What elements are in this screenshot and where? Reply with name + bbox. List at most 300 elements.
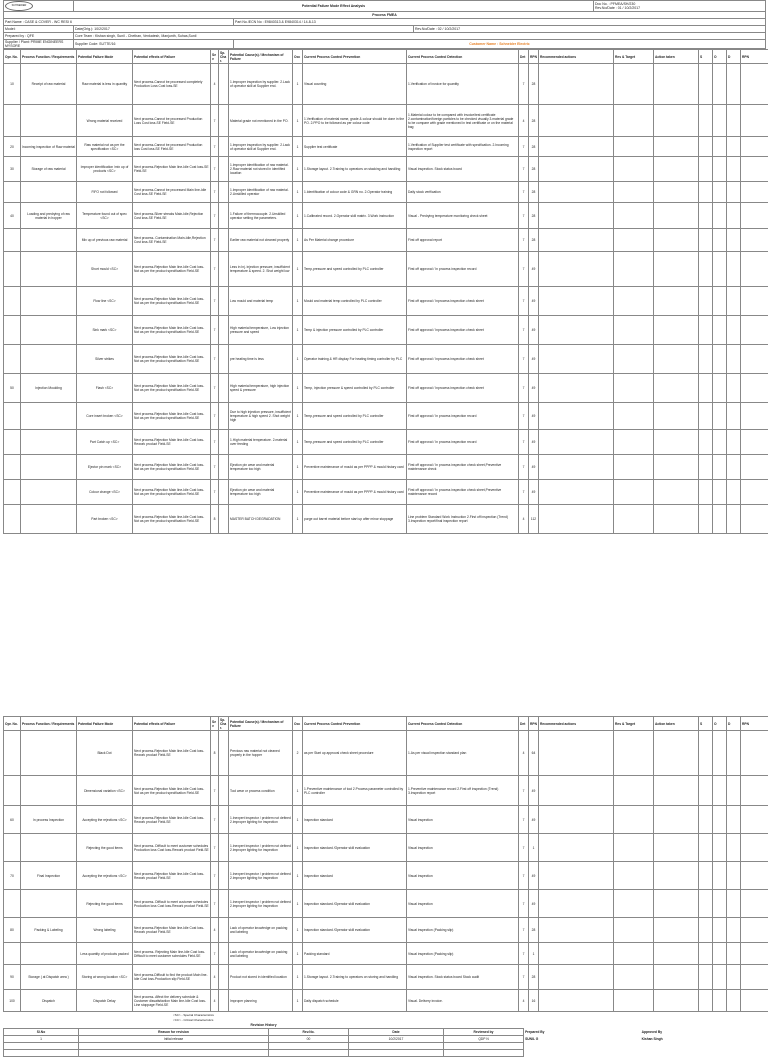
cell-recommended-actions [539, 965, 614, 990]
cell-failure-mode: Mix up of previous raw material [77, 229, 133, 252]
cell-sev: 7 [211, 157, 219, 182]
cell-det: 7 [519, 918, 529, 943]
cell-det: 7 [519, 287, 529, 316]
cell-rpn: 28 [529, 182, 539, 203]
cell-detection: First off approval / Inprocess inspection check sheet [407, 345, 519, 374]
cell-cause: Ejection pin wear and material temperature too high [229, 480, 293, 505]
col-recommended-actions: Recommended actions [539, 717, 614, 731]
table-row [4, 776, 768, 806]
cell-cause: Lack of operator knowledge on packing and labeling [229, 918, 293, 943]
cell-s [699, 157, 713, 182]
table-row [4, 943, 768, 965]
cell-resp-target [614, 918, 654, 943]
cell-d [727, 157, 741, 182]
col-detection: Current Process Control Detection [407, 717, 519, 731]
cell-det: 7 [519, 455, 529, 480]
cell-sev: 4 [211, 64, 219, 105]
cell-o [713, 64, 727, 105]
cell-prevention: 1.Storage layout. 2.Training to operators on stacking and handling [303, 157, 407, 182]
cell-rpn: 28 [529, 965, 539, 990]
cell-d [727, 374, 741, 403]
cell-recommended-actions [539, 182, 614, 203]
cell-effects: Next process- Contamination Main-Idle,Rejection Cost loss-SE Field-SE [133, 229, 211, 252]
cell-opr-no [4, 455, 21, 480]
fmea-table-2 [3, 716, 768, 1012]
cell-rpn: 49 [529, 455, 539, 480]
col-special-char: Sp. Char. [219, 50, 229, 64]
col-opr-no: Opr. No. [4, 717, 21, 731]
cell-effects: Next process-Rejection Main line-Idle Cost loss-Not as per the product specification Field-SE [133, 345, 211, 374]
cell-det: 4 [519, 990, 529, 1012]
table-row [4, 105, 768, 137]
legend [3, 1012, 765, 1022]
cell-sev: 7 [211, 455, 219, 480]
cell-recommended-actions [539, 990, 614, 1012]
cell-cause: 1.Improper identification of raw material. 2.Raw material not stored in identified location [229, 157, 293, 182]
table-row [4, 731, 768, 776]
cell-opr-no [4, 890, 21, 918]
cell-resp-target [614, 287, 654, 316]
cell-detection: First off approval / In process inspection record [407, 403, 519, 430]
cell-occ: 1 [293, 776, 303, 806]
cell-sev: 7 [211, 105, 219, 137]
cell-d [727, 990, 741, 1012]
table-row [4, 137, 768, 157]
cell-occ: 1 [293, 105, 303, 137]
cell-process-function [21, 430, 77, 455]
cell-detection: Visual inspection [407, 862, 519, 890]
cell-sev: 4 [211, 918, 219, 943]
cell-prevention: As Per Material change procedure [303, 229, 407, 252]
cell-prevention: Inspection standard [303, 862, 407, 890]
col-occ: Occ [293, 717, 303, 731]
cell-special-char [219, 345, 229, 374]
cell-o [713, 731, 727, 776]
table-row [4, 157, 768, 182]
cell-opr-no: 100 [4, 990, 21, 1012]
cell-opr-no: 80 [4, 918, 21, 943]
table-row [4, 430, 768, 455]
cell-o [713, 455, 727, 480]
cell-recommended-actions [539, 105, 614, 137]
fmea-page-1 [3, 0, 765, 534]
table-row [4, 455, 768, 480]
cell-occ: 1 [293, 430, 303, 455]
cell-recommended-actions [539, 943, 614, 965]
table-header-row [4, 50, 768, 64]
cell-rpn: 28 [529, 64, 539, 105]
cell-resp-target [614, 505, 654, 534]
cell-failure-mode: Wrong material received [77, 105, 133, 137]
fmea-header [3, 0, 766, 49]
cell-detection: First off approval / Inprocess inspection check sheet [407, 374, 519, 403]
cell-process-function [21, 834, 77, 862]
cell-detection: First off approval / In process inspection check sheet,Preventive maintenance check [407, 455, 519, 480]
cell-failure-mode: Dispatch Delay [77, 990, 133, 1012]
cell-det: 7 [519, 403, 529, 430]
cell-rpn-new [741, 316, 768, 345]
cell-detection: Daily stock verification [407, 182, 519, 203]
fmea-table-1 [3, 49, 768, 534]
cell-special-char [219, 64, 229, 105]
cell-occ: 1 [293, 157, 303, 182]
cell-resp-target [614, 455, 654, 480]
rev-date-value: 10/2/2017 [349, 1036, 444, 1043]
cell-effects: Next process-Rejection Main line-Idle Cost loss-Rework product Field-SE [133, 731, 211, 776]
cell-cause: 1.Inexpert inspector / problem not defined 2.Improper lighting for inspection [229, 806, 293, 834]
cell-recommended-actions [539, 316, 614, 345]
cell-occ: 1 [293, 182, 303, 203]
cell-rpn: 28 [529, 229, 539, 252]
cell-special-char [219, 287, 229, 316]
cell-process-function [21, 505, 77, 534]
cell-opr-no [4, 182, 21, 203]
cell-sev: 7 [211, 252, 219, 287]
cell-cause: Earlier raw material not cleaned properly [229, 229, 293, 252]
cell-failure-mode: Colour change <SC> [77, 480, 133, 505]
cell-process-function: Incoming inspection of Raw material [21, 137, 77, 157]
cell-recommended-actions [539, 137, 614, 157]
cell-cause: 1.Inexpert inspector / problem not defined 2.Improper lighting for inspection [229, 834, 293, 862]
cell-s [699, 403, 713, 430]
cell-d [727, 965, 741, 990]
cell-rpn: 49 [529, 776, 539, 806]
cell-process-function [21, 287, 77, 316]
cell-d [727, 806, 741, 834]
table-row [4, 990, 768, 1012]
cell-o [713, 505, 727, 534]
cell-prevention: Inspection standard /Operator skill evaluation [303, 890, 407, 918]
cell-detection: First off approval / In process inspection check sheet,Preventive maintenance record [407, 480, 519, 505]
cell-sev: 7 [211, 345, 219, 374]
cell-prevention: 1.Preventive maintenance of tool 2.Process parameter controlled by PLC controller [303, 776, 407, 806]
cell-det: 4 [519, 105, 529, 137]
col-prevention: Current Process Control Prevention [303, 717, 407, 731]
cell-det: 7 [519, 182, 529, 203]
cell-rpn-new [741, 918, 768, 943]
table-row [4, 182, 768, 203]
cell-prevention: Inspection standard [303, 806, 407, 834]
col-rpn: RPN [529, 717, 539, 731]
cell-prevention: Operator training & HR display For heating timing controller by PLC [303, 345, 407, 374]
cell-recommended-actions [539, 776, 614, 806]
cell-det: 7 [519, 862, 529, 890]
supplier-code: Supplier Code: SUTTE/16 [74, 40, 234, 49]
legend-sc: <SC> - Special Characteristics [3, 1012, 765, 1017]
cell-d [727, 105, 741, 137]
cell-rpn: 49 [529, 430, 539, 455]
cell-cause: 1.High material temperature. 2.material over feeding [229, 430, 293, 455]
cell-resp-target [614, 345, 654, 374]
cell-resp-target [614, 203, 654, 229]
fmea-page-2 [3, 716, 765, 1057]
cell-process-function [21, 105, 77, 137]
approved-by-name: Kishan Singh [641, 1036, 766, 1043]
cell-prevention: purge out barrel material before start up after minor stoppage [303, 505, 407, 534]
cell-det: 7 [519, 965, 529, 990]
cell-s [699, 806, 713, 834]
cell-s [699, 105, 713, 137]
cell-o [713, 374, 727, 403]
cell-o [713, 480, 727, 505]
cell-recommended-actions [539, 731, 614, 776]
cell-resp-target [614, 862, 654, 890]
cell-occ: 1 [293, 480, 303, 505]
cell-det: 7 [519, 157, 529, 182]
cell-detection: Visual inspection [407, 806, 519, 834]
cell-det: 7 [519, 229, 529, 252]
cell-recommended-actions [539, 890, 614, 918]
cell-o [713, 203, 727, 229]
cell-sev: 7 [211, 203, 219, 229]
cell-detection: First off approval / In process inspection record [407, 252, 519, 287]
cell-opr-no [4, 345, 21, 374]
table-row [4, 229, 768, 252]
cell-opr-no [4, 505, 21, 534]
cell-failure-mode: Core insert broken <SC> [77, 403, 133, 430]
cell-effects: Next process-Rejection Main line-Idle Cost loss-Rework product Field-SE [133, 806, 211, 834]
cell-effects: Next process-Rejection Main line-Idle Cost loss-Not as per the product specification Field-SE [133, 505, 211, 534]
cell-action-taken [654, 403, 699, 430]
cell-detection: First off approval / In process inspection record [407, 430, 519, 455]
col-process-function: Process Function / Requirements [21, 717, 77, 731]
rev-reviewer: QDP N [444, 1036, 524, 1043]
cell-detection: First off approval report [407, 229, 519, 252]
prepared-by-label: Prepared By [524, 1029, 641, 1036]
cell-special-char [219, 157, 229, 182]
cell-s [699, 862, 713, 890]
table-body [4, 64, 768, 534]
cell-detection: 1.Verification of invoice for quantity [407, 64, 519, 105]
cell-det: 7 [519, 890, 529, 918]
cell-effects: Next process- Difficult to meet customer schedules Production loss Cost loss-Rework product Field-SE [133, 834, 211, 862]
cell-o [713, 252, 727, 287]
cell-rpn-new [741, 203, 768, 229]
cell-o [713, 105, 727, 137]
cell-recommended-actions [539, 374, 614, 403]
col-o: O [713, 50, 727, 64]
cell-prevention: Inspection standard /Operator skill evaluation [303, 834, 407, 862]
cell-det: 4 [519, 505, 529, 534]
cell-special-char [219, 890, 229, 918]
cell-rpn: 49 [529, 890, 539, 918]
col-process-function: Process Function / Requirements [21, 50, 77, 64]
cell-effects: Next process-Rejection Main line-Idle Cost loss-Not as per the product specification Field-SE [133, 480, 211, 505]
col-det: Det [519, 717, 529, 731]
cell-rpn: 28 [529, 105, 539, 137]
col-resp-target: Res & Target [614, 50, 654, 64]
cell-occ: 1 [293, 64, 303, 105]
doc-meta-cell [594, 1, 766, 12]
cell-d [727, 182, 741, 203]
cell-process-function [21, 182, 77, 203]
cell-special-char [219, 203, 229, 229]
cell-d [727, 862, 741, 890]
cell-s [699, 345, 713, 374]
cell-cause: Low mould and material temp [229, 287, 293, 316]
cell-recommended-actions [539, 918, 614, 943]
cell-sev: 7 [211, 834, 219, 862]
cell-action-taken [654, 806, 699, 834]
cell-occ: 2 [293, 731, 303, 776]
rev-col-date: Date [349, 1029, 444, 1036]
cell-effects: Next process-Rejection Main line-Idle Cost loss-Not as per the product specification Field-SE [133, 455, 211, 480]
cell-resp-target [614, 890, 654, 918]
cell-effects: Next process-Rejection Main line-Idle Cost loss-Not as per the product specification Field-SE [133, 403, 211, 430]
cell-det: 7 [519, 137, 529, 157]
cell-recommended-actions [539, 430, 614, 455]
cell-special-char [219, 965, 229, 990]
cell-d [727, 943, 741, 965]
cell-failure-mode: Improper identification /mix up of products <SC> [77, 157, 133, 182]
cell-process-function: Loading and predrying of raw material in hopper [21, 203, 77, 229]
cell-det: 7 [519, 252, 529, 287]
cell-special-char [219, 137, 229, 157]
cell-action-taken [654, 229, 699, 252]
cell-effects: Next process-Rejection Main line-Idle Cost loss-Not as per the product specification Field-SE [133, 252, 211, 287]
cell-opr-no [4, 943, 21, 965]
cell-resp-target [614, 480, 654, 505]
cell-special-char [219, 806, 229, 834]
cell-opr-no [4, 480, 21, 505]
cell-opr-no [4, 834, 21, 862]
cell-recommended-actions [539, 157, 614, 182]
cell-sev: 7 [211, 403, 219, 430]
cell-prevention: Temp,pressure and speed controlled by PLC controller [303, 430, 407, 455]
cell-o [713, 862, 727, 890]
cell-special-char [219, 505, 229, 534]
col-sev: Sev [211, 717, 219, 731]
cell-effects: Next process-Difficult to find the product Main line-Idle Cost loss-Production slip Field-SE [133, 965, 211, 990]
cell-action-taken [654, 182, 699, 203]
cell-cause: 1.Improper identification of raw material. 2.Unskilled operator [229, 182, 293, 203]
cell-special-char [219, 480, 229, 505]
cell-process-function: Storage of raw material [21, 157, 77, 182]
cell-special-char [219, 430, 229, 455]
cell-action-taken [654, 990, 699, 1012]
cell-detection: Visual inspection. Stock status board [407, 157, 519, 182]
cell-action-taken [654, 203, 699, 229]
cell-failure-mode: Black Dot [77, 731, 133, 776]
cell-sev: 7 [211, 890, 219, 918]
cell-occ: 1 [293, 943, 303, 965]
cell-rpn-new [741, 430, 768, 455]
col-rpn-new: RPN [741, 50, 768, 64]
cell-effects: Next process- Affect the delivery schedule & Customer dissatisfaction Main line-Idle Cost loss-Line stoppage Field-SE [133, 990, 211, 1012]
cell-rpn-new [741, 731, 768, 776]
cell-cause: 1.Improper inspection by supplier. 2.Lack of operator skill at Supplier end. [229, 137, 293, 157]
table-row [4, 345, 768, 374]
cell-cause: 1.Failure of thermocouple. 2.Unskilled operator setting the parameters. [229, 203, 293, 229]
cell-o [713, 157, 727, 182]
revision-history [3, 1022, 766, 1057]
cell-s [699, 203, 713, 229]
cell-failure-mode: Flow line <SC> [77, 287, 133, 316]
cell-action-taken [654, 834, 699, 862]
cell-failure-mode: Raw material is less in quantity [77, 64, 133, 105]
cell-recommended-actions [539, 455, 614, 480]
cell-failure-mode: Rejecting the good items [77, 890, 133, 918]
cell-prevention: Preventive maintenance of mould as per PPPP & mould history card [303, 480, 407, 505]
cell-sev: 7 [211, 182, 219, 203]
cell-sev: 7 [211, 806, 219, 834]
cell-det: 7 [519, 430, 529, 455]
cell-process-function [21, 455, 77, 480]
rev-number: 00 [269, 1036, 349, 1043]
cell-occ: 1 [293, 505, 303, 534]
cell-rpn-new [741, 137, 768, 157]
cell-sev: 7 [211, 776, 219, 806]
table-row [4, 203, 768, 229]
cell-recommended-actions [539, 252, 614, 287]
cell-occ: 1 [293, 287, 303, 316]
table-body [4, 731, 768, 1012]
table-row [4, 862, 768, 890]
cell-action-taken [654, 430, 699, 455]
cell-rpn-new [741, 252, 768, 287]
cell-d [727, 455, 741, 480]
cell-action-taken [654, 505, 699, 534]
col-d: D [727, 50, 741, 64]
cell-detection: Visual inspection (Packing slip) [407, 918, 519, 943]
cell-sev: 7 [211, 430, 219, 455]
prepared-by-name: SUNIL G [524, 1036, 641, 1043]
cell-cause: Product not stored in identified location [229, 965, 293, 990]
cell-rpn: 49 [529, 862, 539, 890]
col-o: O [713, 717, 727, 731]
cell-cause: 1.Inexpert inspector / problem not defined 2.Improper lighting for inspection [229, 862, 293, 890]
cell-prevention: Packing standard [303, 943, 407, 965]
cell-action-taken [654, 64, 699, 105]
cell-rpn-new [741, 287, 768, 316]
col-d: D [727, 717, 741, 731]
cell-d [727, 345, 741, 374]
cell-cause: Less in Inj. injection pressure, insufficient temperature & speed. 2. Shot weight low [229, 252, 293, 287]
part-number: Part No./ECN No : E9840313 & E9840314 / 14-8-13 [234, 19, 766, 26]
cell-sev: 7 [211, 137, 219, 157]
table-row [4, 374, 768, 403]
cell-d [727, 834, 741, 862]
cell-recommended-actions [539, 806, 614, 834]
cell-rpn: 49 [529, 287, 539, 316]
cell-resp-target [614, 834, 654, 862]
cell-rpn: 112 [529, 505, 539, 534]
cell-prevention: Preventive maintenance of mould as per PPPP & mould history card [303, 455, 407, 480]
cell-failure-mode: Silver strikes [77, 345, 133, 374]
cell-failure-mode: Dimensional variation <SC> [77, 776, 133, 806]
cell-process-function [21, 943, 77, 965]
cell-resp-target [614, 229, 654, 252]
cell-det: 7 [519, 834, 529, 862]
cell-prevention: 1.Verification of material name, grade & colour should be done in the PO. 2.PPO to be followed as per colour code [303, 105, 407, 137]
cell-s [699, 480, 713, 505]
cell-cause: pre heating time is less [229, 345, 293, 374]
cell-cause: 1.Improper inspection by supplier. 2.Lack of operator skill at Supplier end. [229, 64, 293, 105]
cell-prevention: Temp & injection pressure controlled by PLC controller [303, 316, 407, 345]
cell-effects: Next process-Silver streaks Main-Idle,Rejection Cost loss-SE Field-SE [133, 203, 211, 229]
cell-cause: Material grade not mentioned in the PO. [229, 105, 293, 137]
cell-resp-target [614, 252, 654, 287]
rev-col-revno: Rev.No. [269, 1029, 349, 1036]
cell-sev: 4 [211, 965, 219, 990]
col-effects: Potential effects of Failure [133, 717, 211, 731]
cell-s [699, 943, 713, 965]
cell-prevention: Supplier test certificate [303, 137, 407, 157]
cell-action-taken [654, 455, 699, 480]
cell-rpn-new [741, 806, 768, 834]
doc-revision: Rev.No/Date : 01 / 10/2/2017 [595, 6, 764, 10]
cell-cause: Ejection pin wear and material temperature too high [229, 455, 293, 480]
